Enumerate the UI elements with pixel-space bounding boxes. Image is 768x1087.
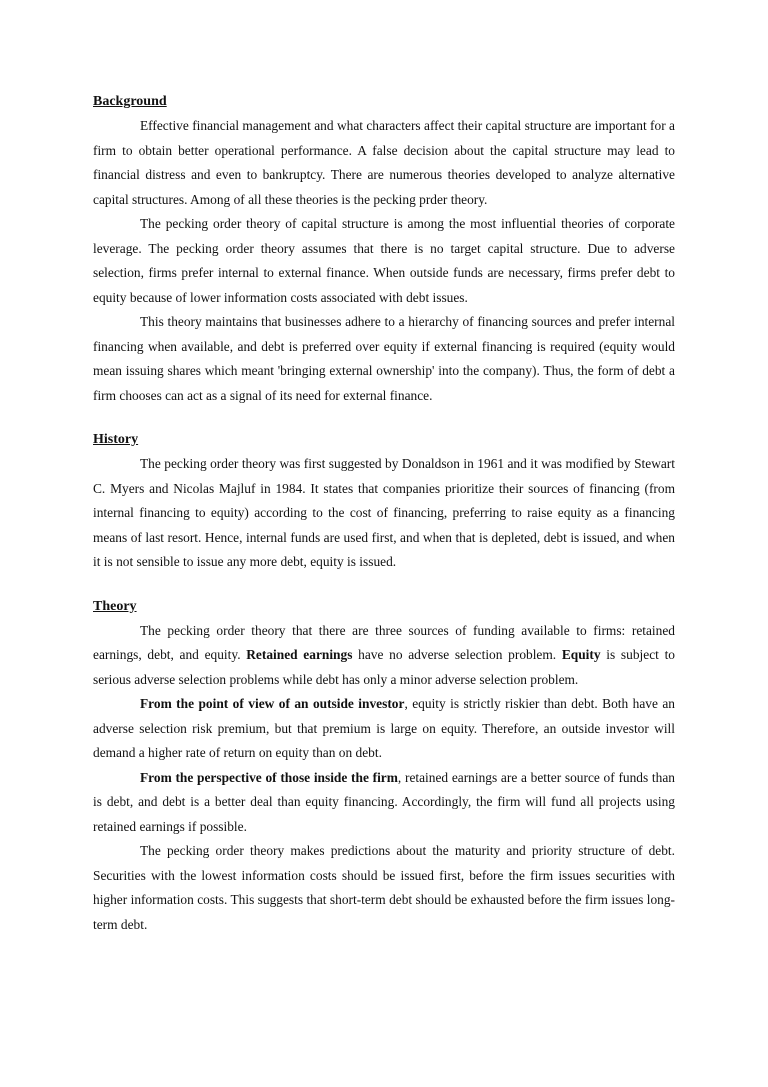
section-heading-history: History — [93, 432, 139, 447]
paragraph: This theory maintains that businesses adhere to a hierarchy of financing sources and prefer internal financing when available, and debt is preferred over equity if external financing is required (equity would mean issuing shares which meant 'bringing external ownership' into the company). Thus, the form of debt a firm chooses can act as a signal of its need for external finance. — [93, 314, 675, 403]
paragraph — [93, 766, 675, 840]
text-run: , retained earnings are a better source of funds than is debt, and debt is a better deal than equity financing. Accordingly, the firm will fund all projects using retained earnings if possible. — [93, 769, 675, 834]
section-gap — [93, 408, 675, 428]
paragraph: Effective financial management and what characters affect their capital structure are important for a firm to obtain better operational performance. A false decision about the capital structure may lead to financial distress and even to bankruptcy. There are numerous theories developed to analyze alternative capital structures. Among of all these theories is the pecking prder theory. — [93, 118, 675, 207]
text-run: is subject to serious adverse selection problems while debt has only a minor adverse selection problem. — [93, 647, 675, 687]
bold-term-equity: Equity — [561, 647, 601, 662]
document-page — [93, 90, 675, 937]
section-background — [93, 90, 675, 408]
text-run: , equity is strictly riskier than debt. Both have an adverse selection risk premium, but that premium is large on equity. Therefore, an outside investor will demand a higher rate of return on equity than on debt. — [93, 696, 675, 760]
paragraph: The pecking order theory makes predictions about the maturity and priority structure of debt. Securities with the lowest information costs should be issued first, before the firm issues securities with higher information costs. This suggests that short-term debt should be exhausted before the firm issues long-term debt. — [93, 843, 675, 932]
paragraph: The pecking order theory was first suggested by Donaldson in 1961 and it was modified by Stewart C. Myers and Nicolas Majluf in 1984. It states that companies prioritize their sources of financing (from internal financing to equity) according to the cost of financing, preferring to raise equity as a financing means of last resort. Hence, internal funds are used first, and when that is depleted, debt is issued, and when it is not sensible to issue any more debt, equity is issued. — [93, 456, 675, 569]
section-heading-background: Background — [93, 94, 167, 109]
section-heading-theory: Theory — [93, 598, 137, 614]
section-gap — [93, 575, 675, 595]
paragraph — [93, 619, 675, 693]
paragraph: The pecking order theory of capital structure is among the most influential theories of corporate leverage. The pecking order theory assumes that there is no target capital structure. Due to adverse selection, firms prefer internal to external finance. When outside funds are necessary, firms prefer debt to equity because of lower information costs associated with debt issues. — [93, 216, 675, 305]
section-history — [93, 428, 675, 575]
bold-lead-inside-firm: From the perspective of those inside the firm — [140, 769, 398, 785]
text-run: have no adverse selection problem. — [352, 647, 562, 662]
text-run: The pecking order theory that there are three sources of funding available to firms: retained earnings, debt, and equity. — [93, 622, 675, 662]
bold-lead-outside-investor: From the point of view of an outside investor — [140, 696, 405, 711]
paragraph — [93, 692, 675, 766]
bold-term-retained-earnings: Retained earnings — [246, 647, 353, 662]
section-theory — [93, 595, 675, 938]
